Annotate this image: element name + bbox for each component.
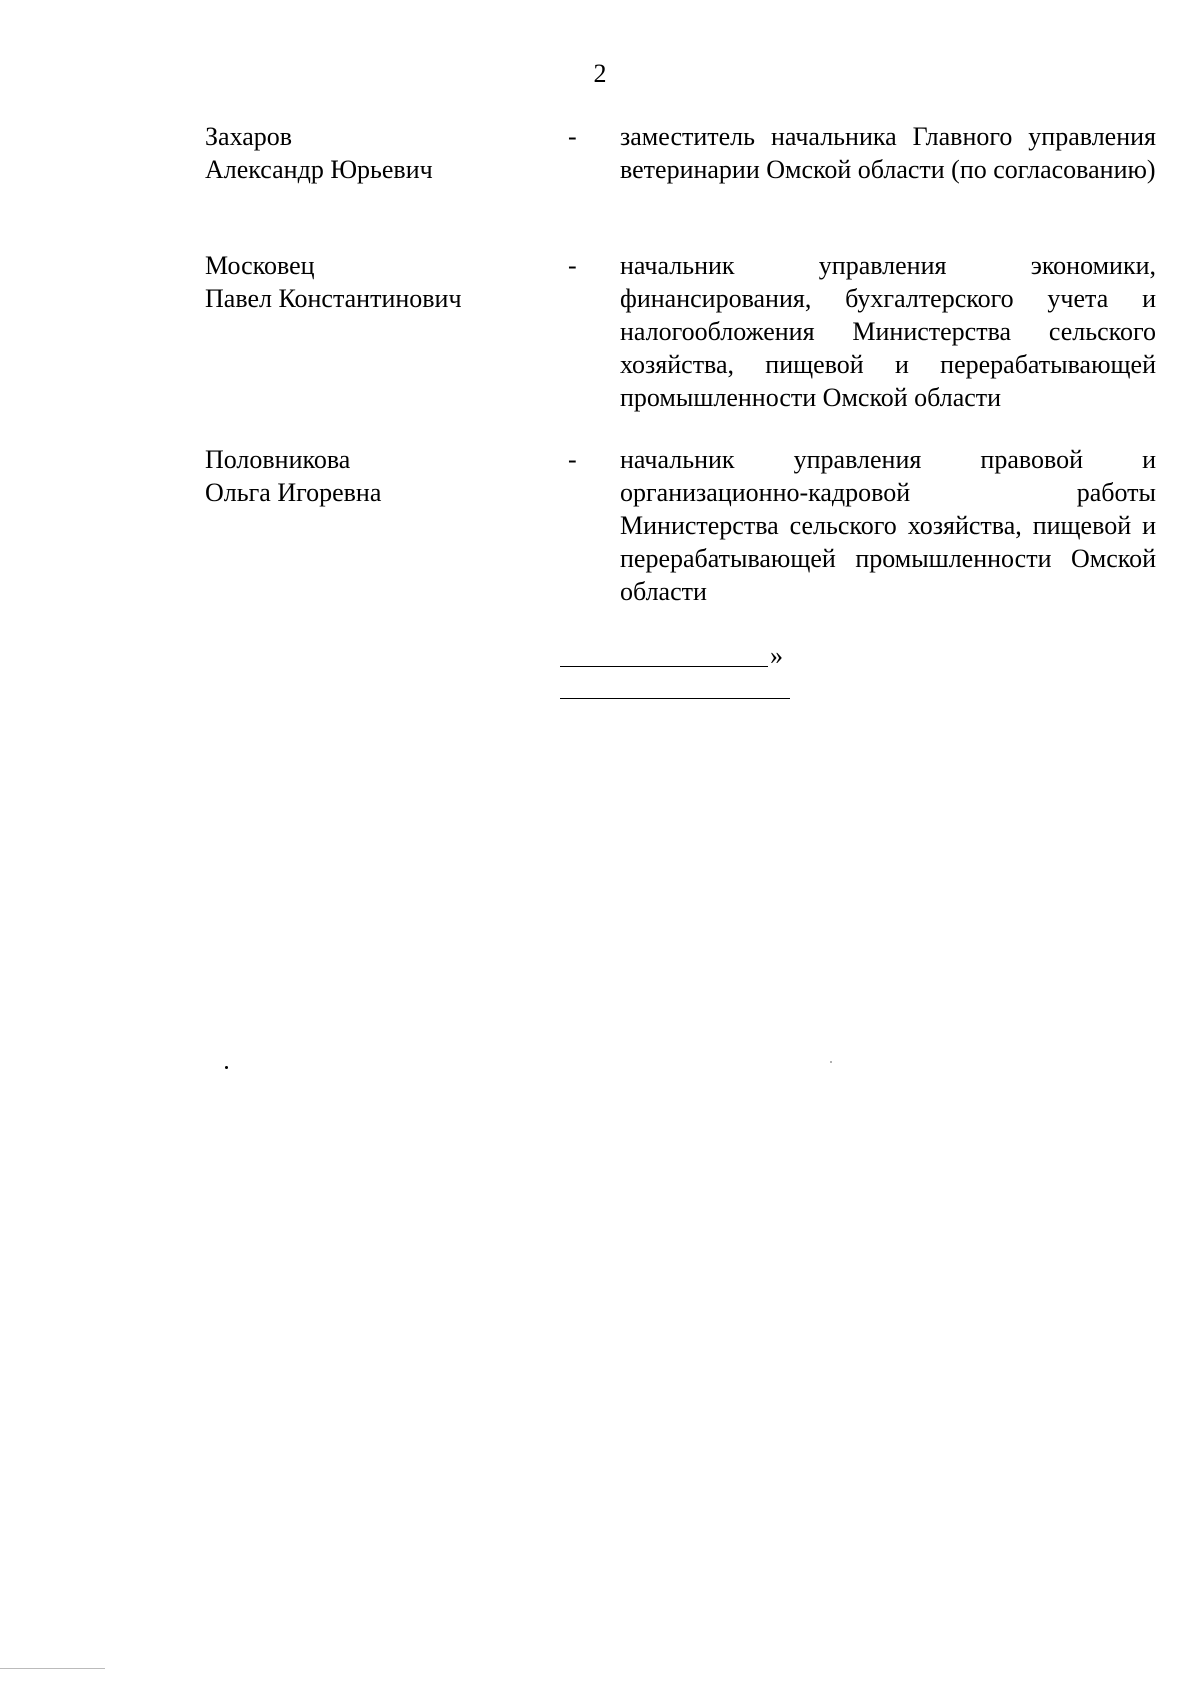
member-position: начальник управления экономики, финансирования, бухгалтерского учета и налогообложения Министерства сельского хозяйства, пищевой и перерабатывающей промышленности Омской области	[620, 251, 1156, 412]
member-name	[205, 120, 545, 186]
closing-quote: »	[770, 641, 783, 670]
member-surname: Захаров	[205, 122, 293, 151]
closing-underline	[560, 666, 768, 667]
member-given-names: Ольга Игоревна	[205, 478, 382, 507]
member-given-names: Павел Константинович	[205, 284, 462, 313]
member-surname: Московец	[205, 251, 315, 280]
member-surname: Половникова	[205, 445, 351, 474]
closing-underline	[560, 698, 790, 699]
member-dash: -	[568, 251, 577, 280]
member-position: начальник управления правовой и организационно-кадровой работы Министерства сельского хозяйства, пищевой и перерабатывающей промышленности Омской области	[620, 445, 1156, 606]
scan-speck	[225, 1066, 228, 1069]
member-name	[205, 443, 545, 509]
member-given-names: Александр Юрьевич	[205, 155, 433, 184]
scan-speck	[830, 1061, 832, 1063]
member-dash: -	[568, 445, 577, 474]
member-name	[205, 249, 545, 315]
member-position: заместитель начальника Главного управления ветеринарии Омской области (по согласованию)	[620, 122, 1156, 184]
page-number: 2	[593, 59, 607, 88]
footer-rule	[0, 1668, 105, 1669]
member-dash: -	[568, 122, 577, 151]
